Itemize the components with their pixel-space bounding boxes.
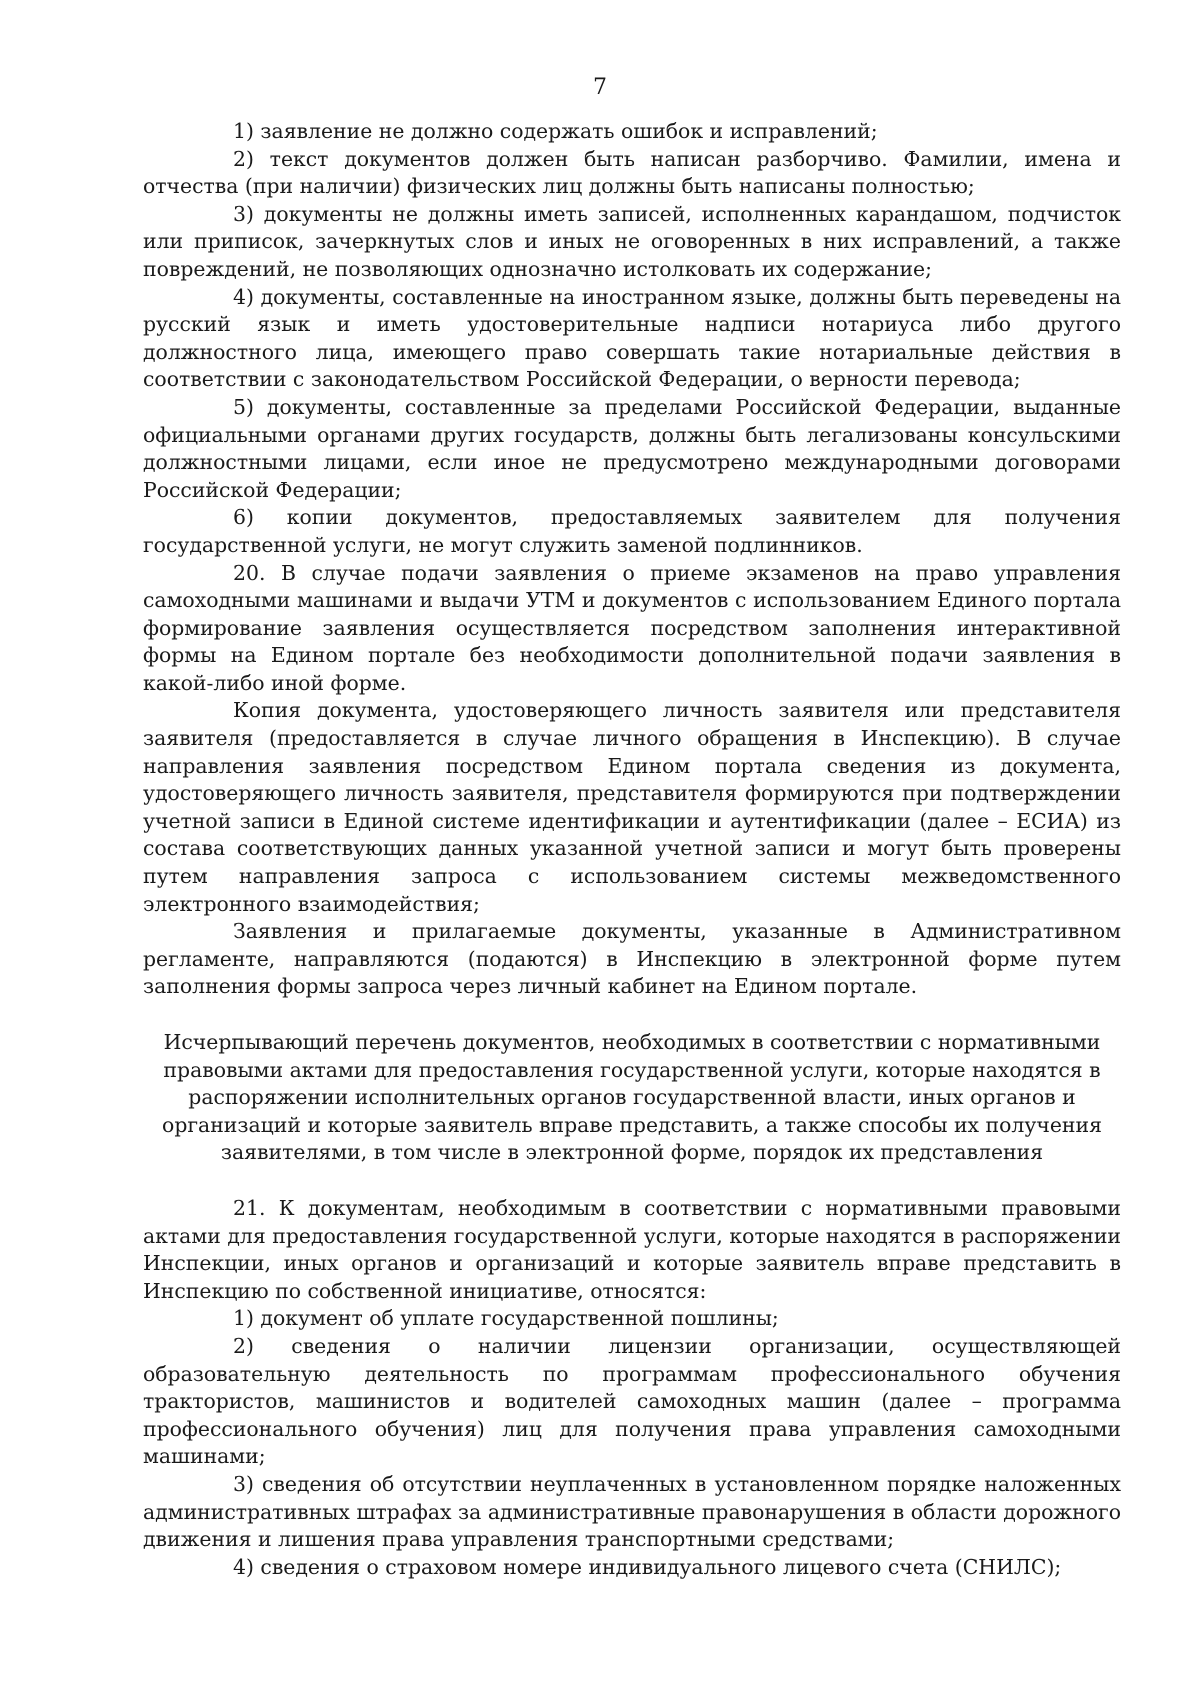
document-body [143, 118, 1121, 1581]
paragraph-doc-2: 2) сведения о наличии лицензии организации, осуществляющей образовательную деятельность по программам профессионального обучения трактористов, машинистов и водителей самоходных машин (далее – программа профессионального обучения) лиц для получения права управления самоходными машинами; [143, 1333, 1121, 1469]
paragraph-requirement-5: 5) документы, составленные за пределами Российской Федерации, выданные официальными органами других государств, должны быть легализованы консульскими должностными лицами, если иное не предусмотрено международными договорами Российской Федерации; [143, 394, 1121, 502]
paragraph-requirement-3: 3) документы не должны иметь записей, исполненных карандашом, подчисток или приписок, зачеркнутых слов и иных не оговоренных в них исправлений, а также повреждений, не позволяющих однозначно истолковать их содержание; [143, 201, 1121, 281]
paragraph-doc-4: 4) сведения о страховом номере индивидуального лицевого счета (СНИЛС); [233, 1554, 1062, 1579]
page-number: 7 [593, 75, 607, 100]
section-heading: Исчерпывающий перечень документов, необходимых в соответствии с нормативными правовыми актами для предоставления государственной услуги, которые находятся в распоряжении исполнительных органов государственной власти, иных органов и организаций и которые заявитель вправе представить, а также способы их получения заявителями, в том числе в электронной форме, порядок их представления [162, 1030, 1102, 1165]
paragraph-requirement-1: 1) заявление не должно содержать ошибок и исправлений; [233, 119, 878, 143]
paragraph-identity-copy: Копия документа, удостоверяющего личность заявителя или представителя заявителя (предоставляется в случае личного обращения в Инспекцию). В случае направления заявления посредством Едином портала сведения из документа, удостоверяющего личность заявителя, представителя формируются при подтверждении учетной записи в Единой системе идентификации и аутентификации (далее – ЕСИА) из состава соответствующих данных указанной учетной записи и могут быть проверены путем направления запроса с использованием системы межведомственного электронного взаимодействия; [143, 698, 1121, 916]
paragraph-item-21: 21. К документам, необходимым в соответствии с нормативными правовыми актами для предоставления государственной услуги, которые находятся в распоряжении Инспекции, иных органов и организаций и которые заявитель вправе представить в Инспекцию по собственной инициативе, относятся: [143, 1195, 1121, 1303]
paragraph-requirement-2: 2) текст документов должен быть написан разборчиво. Фамилии, имена и отчества (при наличии) физических лиц должны быть написаны полностью; [143, 146, 1121, 199]
paragraph-doc-3: 3) сведения об отсутствии неуплаченных в установленном порядке наложенных административных штрафах за административные правонарушения в области дорожного движения и лишения права управления транспортными средствами; [143, 1471, 1121, 1552]
paragraph-requirement-4: 4) документы, составленные на иностранном языке, должны быть переведены на русский язык и иметь удостоверительные надписи нотариуса либо другого должностного лица, имеющего право совершать такие нотариальные действия в соответствии с законодательством Российской Федерации, о верности перевода; [143, 284, 1121, 392]
paragraph-doc-1: 1) документ об уплате государственной пошлины; [233, 1306, 779, 1331]
paragraph-item-20: 20. В случае подачи заявления о приеме экзаменов на право управления самоходными машинами и выдачи УТМ и документов с использованием Единого портала формирование заявления осуществляется посредством заполнения интерактивной формы на Едином портале без необходимости дополнительной подачи заявления в какой-либо иной форме. [143, 560, 1121, 695]
paragraph-electronic-submission: Заявления и прилагаемые документы, указанные в Административном регламенте, направляются (подаются) в Инспекцию в электронной форме путем заполнения формы запроса через личный кабинет на Едином портале. [143, 919, 1121, 999]
paragraph-requirement-6: 6) копии документов, предоставляемых заявителем для получения государственной услуги, не могут служить заменой подлинников. [143, 505, 1121, 557]
